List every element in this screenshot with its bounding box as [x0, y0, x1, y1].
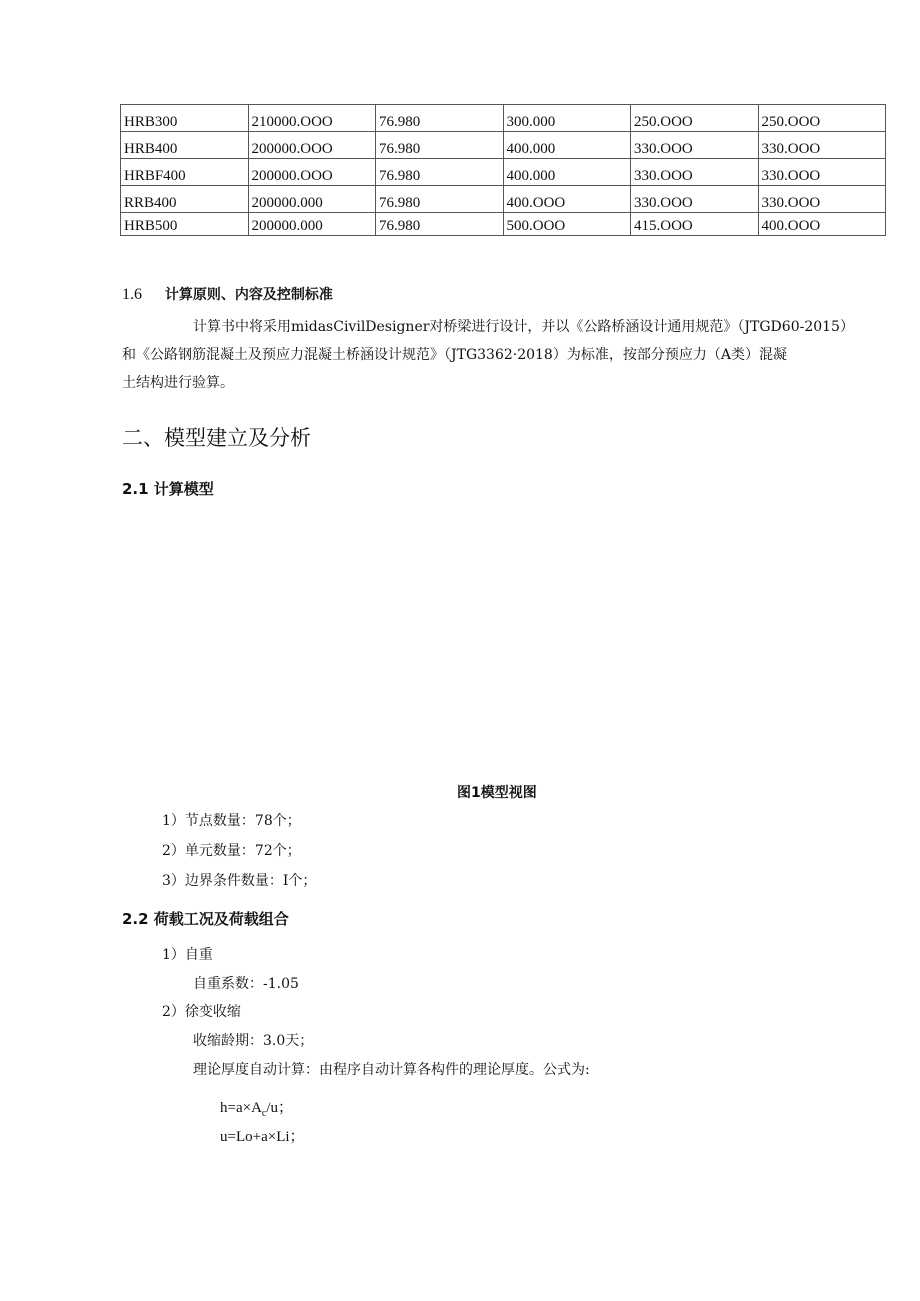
material-grade-cell: HRB500	[121, 213, 249, 236]
table-cell: 500.OOO	[503, 213, 631, 236]
table-cell: 330.OOO	[631, 132, 759, 159]
table-cell: 400.000	[503, 132, 631, 159]
material-grade-cell: RRB400	[121, 186, 249, 213]
model-stat-nodes: 1）节点数量：78个；	[162, 813, 301, 829]
section-1-6-heading	[122, 284, 333, 304]
formula-h-main: h=a×A	[220, 1100, 262, 1116]
table-row	[121, 105, 886, 132]
table-cell: 330.OOO	[758, 132, 886, 159]
table-row	[121, 213, 886, 236]
formula-u: u=Lo+a×Li；	[220, 1129, 305, 1145]
material-properties-table	[120, 104, 886, 236]
table-cell: 330.OOO	[758, 159, 886, 186]
table-cell: 330.OOO	[631, 159, 759, 186]
table-cell: 300.000	[503, 105, 631, 132]
material-grade-cell: HRB300	[121, 105, 249, 132]
table-row	[121, 159, 886, 186]
formula-h	[220, 1096, 293, 1119]
section-title: 计算原则、内容及控制标准	[164, 287, 333, 303]
table-cell: 76.980	[376, 132, 504, 159]
table-cell: 400.OOO	[503, 186, 631, 213]
table-row	[121, 132, 886, 159]
table-cell: 200000.OOO	[248, 159, 376, 186]
figure-caption: 图1模型视图	[457, 785, 537, 801]
table-cell: 200000.000	[248, 186, 376, 213]
table-cell: 400.OOO	[758, 213, 886, 236]
principle-paragraph-line-1: 计算书中将采用midasCivilDesigner对桥梁进行设计，并以《公路桥涵设计通用规范》（JTGD60-2015）	[193, 319, 854, 335]
model-stat-boundaries: 3）边界条件数量：I个；	[162, 873, 317, 889]
chapter-2-title: 二、模型建立及分析	[122, 426, 311, 450]
table-cell: 330.OOO	[758, 186, 886, 213]
formula-h-tail: /u；	[266, 1100, 294, 1116]
table-cell: 330.OOO	[631, 186, 759, 213]
table-cell: 76.980	[376, 186, 504, 213]
principle-paragraph-line-2: 和《公路钢筋混凝土及预应力混凝土桥涵设计规范》（JTG3362·2018）为标准，按部分预应力（A类）混凝	[122, 347, 787, 363]
principle-paragraph-line-3: 土结构进行验算。	[122, 375, 234, 391]
table-cell: 250.OOO	[631, 105, 759, 132]
table-cell: 200000.000	[248, 213, 376, 236]
material-grade-cell: HRBF400	[121, 159, 249, 186]
table-cell: 415.OOO	[631, 213, 759, 236]
table-cell: 76.980	[376, 159, 504, 186]
table-cell: 210000.OOO	[248, 105, 376, 132]
table-cell: 76.980	[376, 105, 504, 132]
material-grade-cell: HRB400	[121, 132, 249, 159]
model-stat-elements: 2）单元数量：72个；	[162, 843, 301, 859]
table-cell: 200000.OOO	[248, 132, 376, 159]
table-cell: 250.OOO	[758, 105, 886, 132]
load-item-creep-shrinkage: 2）徐变收缩	[162, 1004, 241, 1020]
section-2-1-heading: 2.1 计算模型	[122, 480, 214, 498]
table-cell: 400.000	[503, 159, 631, 186]
theoretical-thickness-note: 理论厚度自动计算：由程序自动计算各构件的理论厚度。公式为:	[193, 1062, 590, 1078]
self-weight-factor: 自重系数：-1.05	[193, 976, 299, 992]
formula-h-subscript: c	[261, 1108, 267, 1119]
table-row	[121, 186, 886, 213]
table-cell: 76.980	[376, 213, 504, 236]
section-2-2-heading: 2.2 荷载工况及荷载组合	[122, 910, 289, 928]
load-item-self-weight: 1）自重	[162, 947, 213, 963]
section-number: 1.6	[122, 286, 142, 303]
shrinkage-age: 收缩龄期：3.0天；	[193, 1033, 314, 1049]
